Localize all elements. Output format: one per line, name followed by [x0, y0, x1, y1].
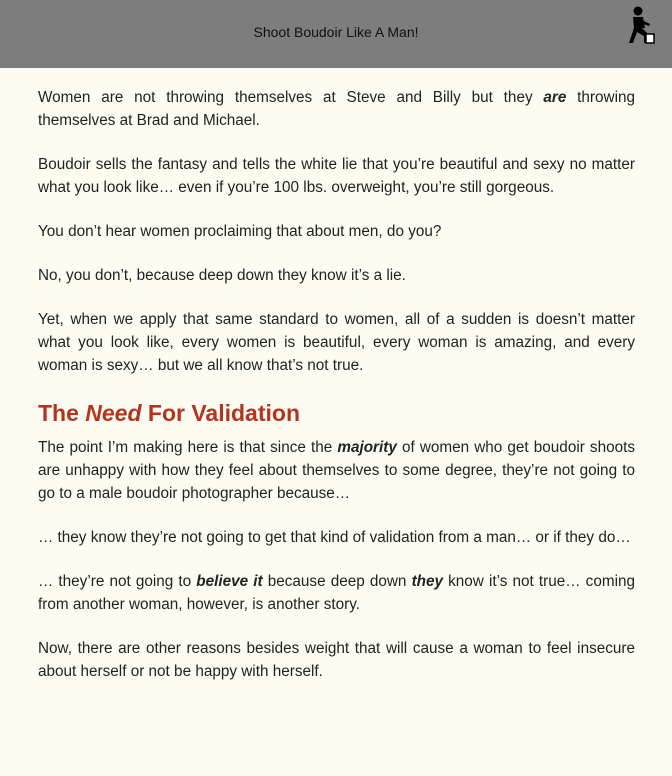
page-header — [0, 0, 672, 68]
paragraph: Yet, when we apply that same standard to women, all of a sudden is doesn’t matter what you look like, every women is beautiful, every woman is amazing, and every woman is sexy… but we all know that’s not true. — [38, 311, 635, 374]
paragraph: Women are not throwing themselves at Steve and Billy but they are throwing themselves at Brad and Michael. — [38, 89, 635, 129]
paragraph: You don’t hear women proclaiming that about men, do you? — [38, 223, 442, 240]
emphasis: believe it — [196, 573, 263, 590]
section-heading: The Need For Validation — [38, 400, 300, 426]
page-content — [0, 68, 672, 683]
header-title: Shoot Boudoir Like A Man! — [253, 24, 419, 40]
paragraph: Boudoir sells the fantasy and tells the white lie that you’re beautiful and sexy no matter what you look like… even if you’re 100 lbs. overweight, you’re still gorgeous. — [38, 156, 635, 196]
heading-emphasis: Need — [85, 400, 142, 426]
emphasis: they — [411, 573, 444, 590]
emphasis: majority — [337, 439, 397, 456]
paragraph: … they know they’re not going to get that kind of validation from a man… or if they do… — [38, 529, 631, 546]
emphasis: are — [543, 89, 567, 106]
paragraph: Now, there are other reasons besides weight that will cause a woman to feel insecure about herself or not be happy with herself. — [38, 640, 635, 680]
photographer-silhouette-icon — [628, 6, 656, 44]
paragraph: … they’re not going to believe it because deep down they know it’s not true… coming from another woman, however, is another story. — [38, 573, 635, 613]
paragraph: No, you don’t, because deep down they know it’s a lie. — [38, 267, 406, 284]
paragraph: The point I’m making here is that since the majority of women who get boudoir shoots are unhappy with how they feel about themselves to some degree, they’re not going to go to a male boudoir photographer because… — [38, 439, 635, 502]
